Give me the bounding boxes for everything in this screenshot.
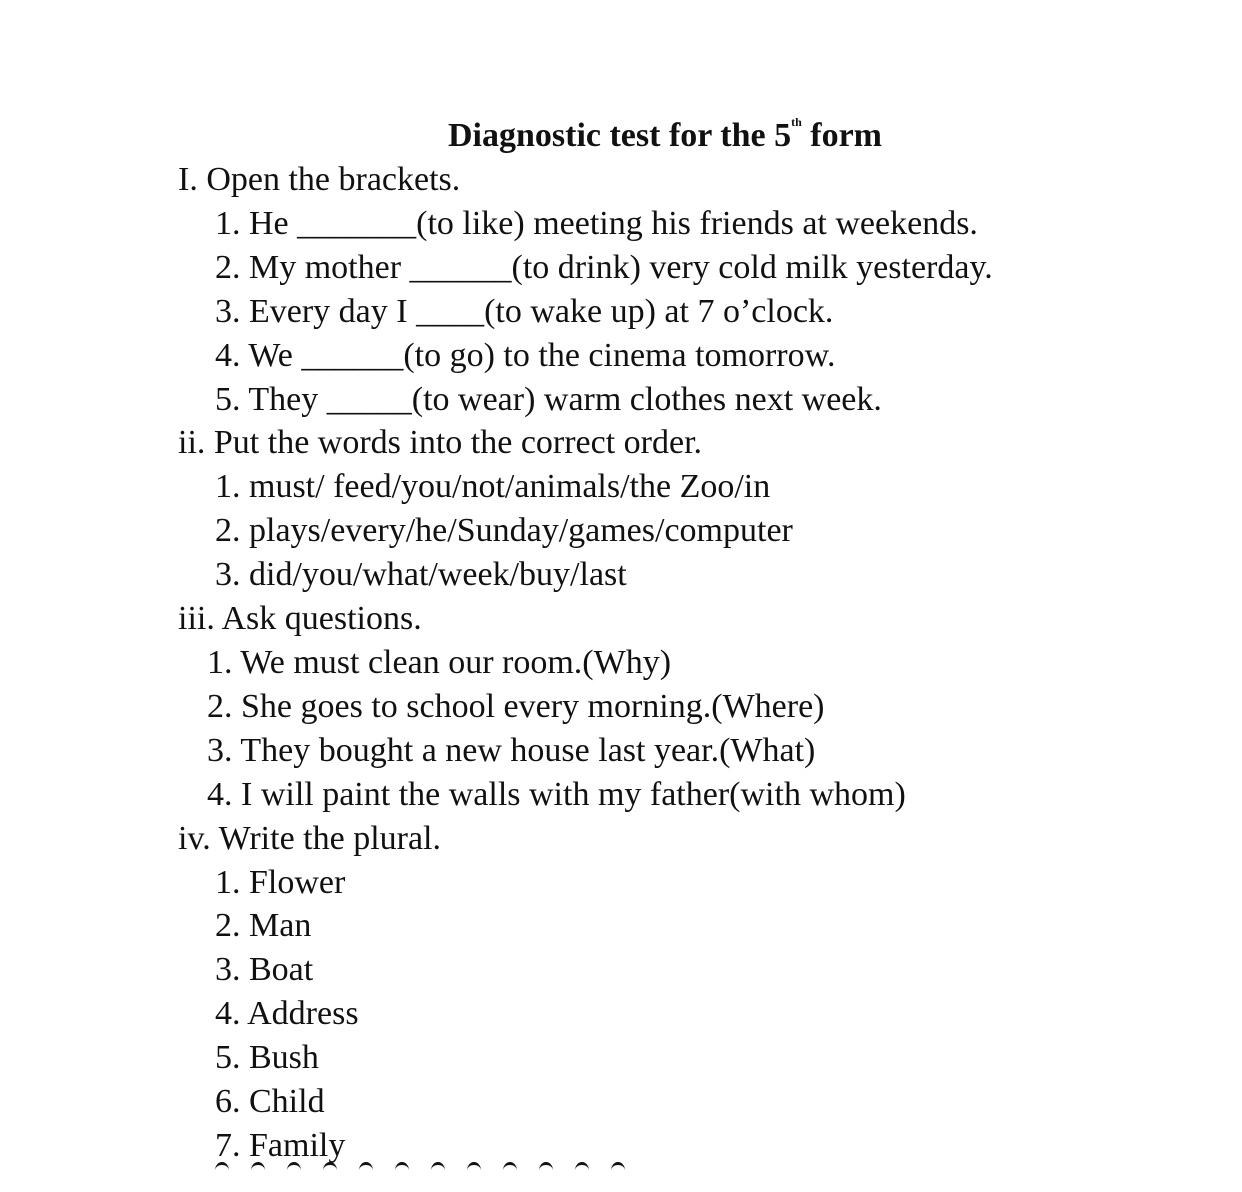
section-4-item: 6. Child [215, 1083, 325, 1121]
cut-off-glyph [467, 1162, 481, 1179]
cut-off-glyph [287, 1162, 301, 1179]
section-3-item: 4. I will paint the walls with my father(with whom) [207, 775, 906, 813]
section-3-item: 1. We must clean our room.(Why) [207, 643, 672, 681]
cut-off-glyph [323, 1162, 337, 1179]
section-4-item: 1. Flower [215, 863, 346, 901]
section-heading-2: ii. Put the words into the correct order. [178, 424, 703, 462]
title-end: form [801, 117, 882, 154]
section-2-item: 3. did/you/what/week/buy/last [215, 556, 627, 594]
section-2-item: 2. plays/every/he/Sunday/games/computer [215, 512, 793, 550]
cut-off-glyph [359, 1162, 373, 1179]
cut-off-glyph [575, 1162, 589, 1179]
section-2-item: 1. must/ feed/you/not/animals/the Zoo/in [215, 468, 771, 506]
cut-off-glyph [251, 1162, 265, 1179]
cut-off-glyph [539, 1162, 553, 1179]
section-3-item: 3. They bought a new house last year.(What) [207, 731, 816, 769]
cut-off-glyph [395, 1162, 409, 1179]
section-heading-3: iii. Ask questions. [178, 600, 422, 638]
test-content [178, 158, 1238, 1168]
title-superscript: th [791, 115, 802, 129]
page-title [0, 114, 1242, 158]
section-4-item: 7. Family [215, 1126, 346, 1164]
section-3-item: 2. She goes to school every morning.(Where) [207, 687, 825, 725]
section-4-item: 5. Bush [215, 1039, 319, 1077]
section-1-item: 3. Every day I ____(to wake up) at 7 o’clock. [215, 292, 834, 330]
section-4-item: 2. Man [215, 907, 312, 945]
section-1-item: 2. My mother ______(to drink) very cold milk yesterday. [215, 248, 993, 286]
cut-off-glyph [431, 1162, 445, 1179]
section-4-item: 4. Address [215, 995, 359, 1033]
section-4-item: 3. Boat [215, 951, 314, 989]
cut-off-text-line [215, 1162, 735, 1192]
section-heading-1: I. Open the brackets. [178, 161, 461, 198]
section-1-item: 5. They _____(to wear) warm clothes next week. [215, 380, 882, 418]
title-main: Diagnostic test for the 5 [447, 117, 792, 154]
cut-off-glyph [215, 1162, 229, 1179]
cut-off-glyph [503, 1162, 517, 1179]
cut-off-glyph [611, 1162, 625, 1179]
section-1-item: 4. We ______(to go) to the cinema tomorrow. [215, 336, 836, 374]
section-heading-4: iv. Write the plural. [178, 819, 442, 857]
section-1-item: 1. He _______(to like) meeting his friends at weekends. [215, 204, 978, 242]
